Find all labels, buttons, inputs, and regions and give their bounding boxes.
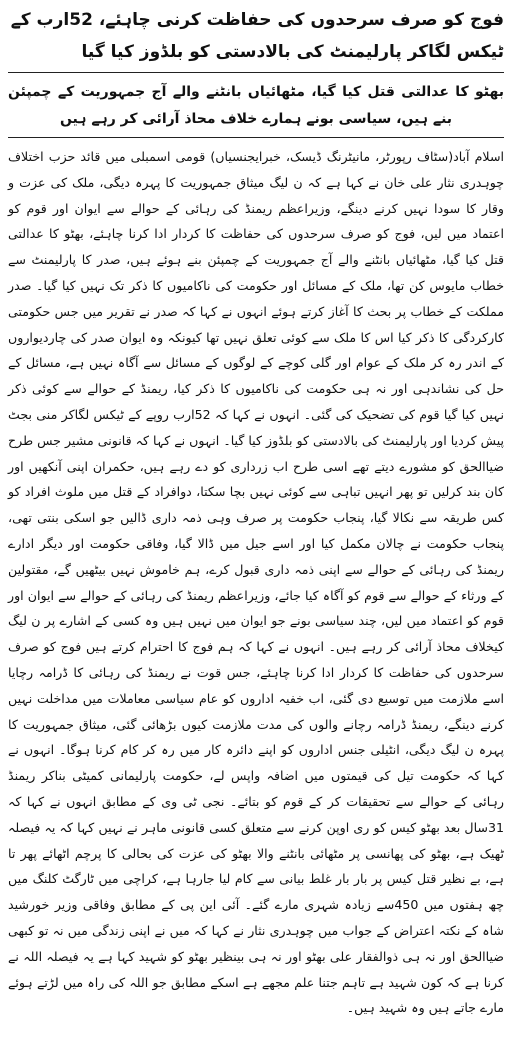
article-body xyxy=(8,144,504,1021)
headline-divider xyxy=(8,72,504,73)
article-paragraph: اسلام آباد(سٹاف رپورٹر، مانیٹرنگ ڈیسک، خبرایجنسیاں) قومی اسمبلی میں قائد حزب اختلاف چوہدری نثار علی خان نے کہا ہے کہ ن لیگ میثاق جمہوریت کا پہرہ دیگی، ملک کی عزت و وقار کا سودا نہیں کرنے دینگے، وزیراعظم ریمنڈ کی رہائی کے حوالے سے ایوان اور قوم کو اعتماد میں لیں، فوج کو صرف سرحدوں کی حفاظت کا کردار ادا کرنا چاہئے، بھٹو کا عدالتی قتل کیا گیا، مٹھائیاں بانٹنے والے آج جمہوریت کے چمپئن بنے ہوئے ہیں، صدر کا پارلیمنٹ سے خطاب مایوس کن تھا، ملک کے مسائل اور حکومت کی ناکامیوں کا ذکر تک نہیں کیا گیا۔ صدر مملکت کے خطاب پر بحث کا آغاز کرتے ہوئے انہوں نے کہا کہ صدر نے تقریر میں جس حکومتی کارکردگی کا ذکر کیا اس کا ملک سے کوئی تعلق نہیں تھا کیونکہ وہ ایوان صدر کی چاردیواروں کے اندر رہ کر ملک کے عوام اور گلی کوچے کے لوگوں کے مسائل سے آگاہ نہیں ہے، مسائل کے حل کی نشاندہی اور نہ ہی حکومت کی ناکامیوں کا ذکر کیا، ریمنڈ کے حوالے سے کوئی ذکر نہیں کیا گیا قوم کی تضحیک کی گئی۔ انہوں نے کہا کہ 52ارب روپے کے ٹیکس لگاکر منی بجٹ پیش کردیا اور پارلیمنٹ کی بالادستی کو بلڈوز کیا گیا۔ انہوں نے کہا کہ قانونی مشیر جس طرح ضیاالحق کو مشورے دیتے تھے اسی طرح اب زرداری کو دے رہے ہیں، حکمران اپنی آنکھیں اور کان بند کرلیں تو پھر انہیں تباہی سے کوئی نہیں بچا سکتا، دوافراد کے قتل میں ملوث افراد کو کس طریقہ سے نکالا گیا، پنجاب حکومت پر صرف وہی ذمہ داری ڈالیں جو اسکی بنتی تھی، پنجاب حکومت نے چالان مکمل کیا اور اسے جیل میں ڈالا گیا، وفاقی حکومت اور دیگر ادارے ریمنڈ کی رہائی کے حوالے سے اپنی ذمہ داری قبول کرے، ہم خاموش نہیں بیٹھیں گے، مقتولین کے ورثاء کے حوالے سے قوم کو آگاہ کیا جائے، وزیراعظم ریمنڈ کی رہائی کے حوالے سے ایوان اور قوم کو اعتماد میں لیں، چند سیاسی بونے جو ایوان میں نہیں ہیں وہ کسی کے اشارے پر ن لیگ کیخلاف محاذ آرائی کر رہے ہیں۔ انہوں نے کہا کہ ہم فوج کا احترام کرتے ہیں فوج کو صرف سرحدوں کی حفاظت کا کردار ادا کرنا چاہئے، جس قوت نے ریمنڈ کی رہائی کا ڈرامہ رچایا اسے ملازمت میں توسیع دی گئی، اب خفیہ اداروں کو عام سیاسی معاملات میں مداخلت نہیں کرنے دینگے، ریمنڈ ڈرامہ رچانے والوں کی مدت ملازمت کیوں بڑھائی گئی، میثاق جمہوریت کا پہرہ ن لیگ دیگی، انٹیلی جنس اداروں کو اپنے دائرہ کار میں رہ کر کام کرنا ہوگا۔ انہوں نے کہا کہ حکومت تیل کی قیمتوں میں اضافہ واپس لے، حکومت پارلیمانی کمیٹی بناکر ریمنڈ رہائی کے حوالے سے تحقیقات کر کے قوم کو بتائے۔ نجی ٹی وی کے مطابق انہوں نے کہا کہ 31سال بعد بھٹو کیس کو ری اوپن کرنے سے متعلق کسی قانونی ماہر نے نہیں کہا کہ یہ فیصلہ ٹھیک ہے، بھٹو کی پھانسی پر مٹھائی بانٹنے والا بھٹو کی عزت کی بحالی کا پرچم اٹھائے پھر تا ہے، بے نظیر قتل کیس پر بار بار غلط بیانی سے کام لیا جارہا ہے، کراچی میں ٹارگٹ کلنگ میں چھ ہفتوں میں 450سے زیادہ شہری مارے گئے۔ آئی این پی کے مطابق وفاقی وزیر خورشید شاہ کے نکتہ اعتراض کے جواب میں چوہدری نثار نے کہا کہ میں نے اپنی زندگی میں نہ تو کبھی ضیاالحق اور نہ ہی ذوالفقار علی بھٹو اور نہ ہی بینظیر بھٹو کو شہید کہا ہے یہ فیصلہ اللہ نے کرنا ہے کہ کون شہید ہے تاہم جتنا علم مجھے ہے اسکے مطابق جو اللہ کی راہ میں لڑتے ہوئے مارے جاتے ہیں وہ شہید ہیں۔ xyxy=(8,149,505,1016)
subheadline: بھٹو کا عدالتی قتل کیا گیا، مٹھائیاں بانٹنے والے آج جمہوریت کے چمپئن بنے ہیں، سیاسی بونے ہمارے خلاف محاذ آرائی کر رہے ہیں xyxy=(8,84,504,127)
headline: فوج کو صرف سرحدوں کی حفاظت کرنی چاہئے، 52ارب کے ٹیکس لگاکر پارلیمنٹ کی بالادستی کو بلڈوز کیا گیا xyxy=(10,10,504,62)
subheadline-divider xyxy=(8,137,504,138)
